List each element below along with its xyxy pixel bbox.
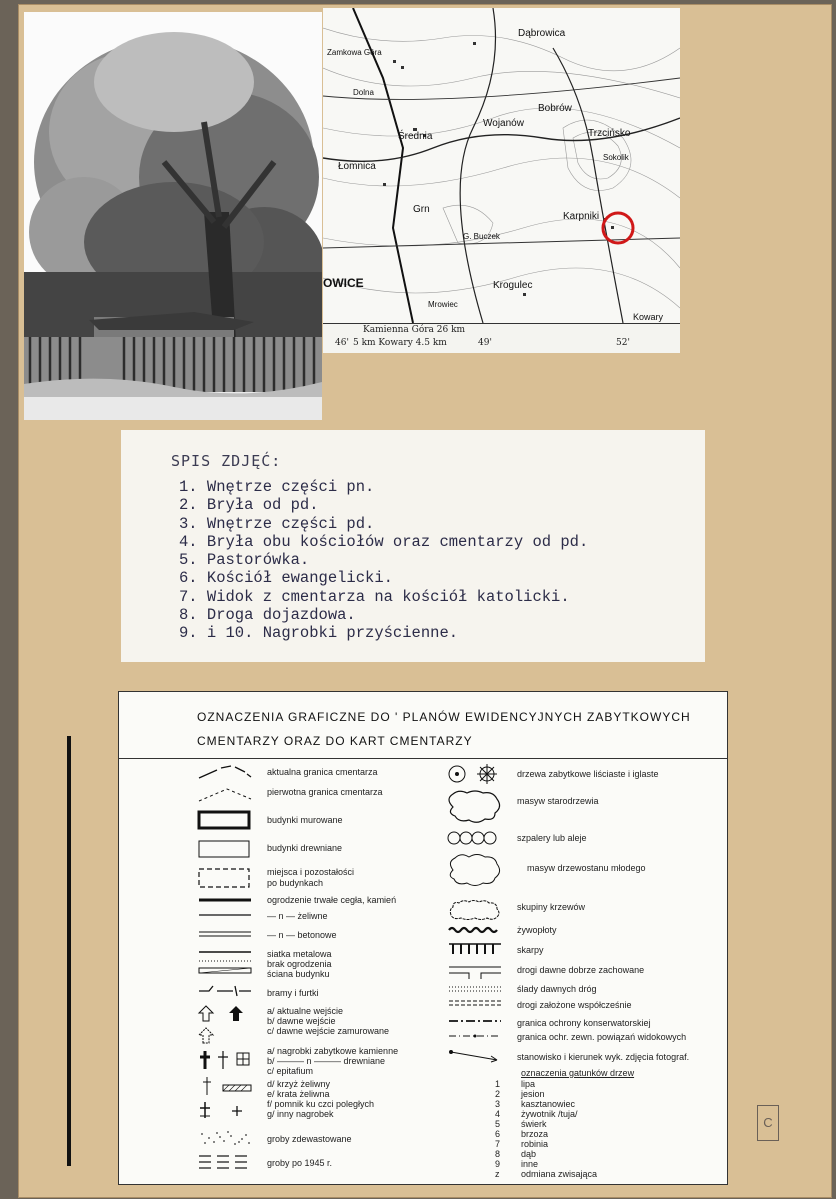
map-label: Mrowiec: [428, 300, 458, 309]
legend-text: masyw starodrzewia: [517, 796, 599, 806]
species-number: 6: [495, 1129, 501, 1139]
divider: [119, 758, 727, 759]
escarpment-symbol: [447, 942, 503, 956]
list-item: 8. Droga dojazdowa.: [179, 606, 356, 625]
legend-text: a/ aktualne wejście: [267, 1006, 344, 1016]
legend-text: budynki murowane: [267, 815, 343, 825]
shrubs-symbol: [447, 897, 503, 921]
current-boundary-symbol: [197, 764, 253, 780]
conservation-boundary-symbol: [447, 1017, 503, 1025]
species-name: inne: [521, 1159, 539, 1169]
historic-trees-symbol: [447, 764, 503, 784]
tick-label: 46': [335, 338, 349, 348]
legend-text: żywopłoty: [517, 925, 557, 935]
legend-text: stanowisko i kierunek wyk. zdjęcia fotograf.: [517, 1052, 690, 1062]
species-name: brzoza: [521, 1129, 549, 1139]
legend-text: c/ dawne wejście zamurowane: [267, 1026, 390, 1036]
tick-label: 49': [478, 338, 492, 348]
species-number: 4: [495, 1109, 501, 1119]
building-remains-symbol: [197, 866, 253, 890]
list-item: 7. Widok z cmentarza na kościół katolicki.: [179, 587, 570, 606]
legend-text: ślady dawnych dróg: [517, 984, 597, 994]
map-label: OWICE: [323, 276, 364, 290]
legend-text: b/ dawne wejście: [267, 1016, 336, 1026]
iron-fence-symbol: [197, 910, 253, 920]
legend-text: e/ krata żeliwna: [267, 1089, 330, 1099]
view-boundary-symbol: [447, 1032, 503, 1040]
map-label: Grn: [413, 204, 430, 215]
photo-list: [179, 478, 588, 643]
legend-text: po budynkach: [267, 878, 324, 888]
legend-text: aktualna granica cmentarza: [267, 767, 378, 777]
post-1945-graves-symbol: [197, 1153, 253, 1173]
scale-text: 5 km Kowary 4.5 km: [353, 338, 447, 348]
legend-text: b/ ——— n ——— drewniane: [267, 1056, 386, 1066]
map-label: Łomnica: [338, 161, 376, 172]
species-number: z: [495, 1169, 500, 1179]
legend-text: bramy i furtki: [267, 988, 319, 998]
topographic-map: [323, 8, 680, 353]
tree-photograph: [24, 12, 322, 420]
species-number: 9: [495, 1159, 501, 1169]
photo-list-sheet: [121, 430, 705, 662]
species-number: 2: [495, 1089, 501, 1099]
legend-text: groby zdewastowane: [267, 1134, 352, 1144]
stamp-letter: C: [757, 1105, 779, 1141]
map-label: Zamkowa Góra: [327, 48, 382, 57]
species-name: jesion: [521, 1089, 545, 1099]
young-stand-symbol: [445, 852, 503, 888]
hedge-symbol: [447, 926, 503, 934]
map-label: Karpniki: [563, 211, 600, 222]
species-name: lipa: [521, 1079, 536, 1089]
masonry-building-symbol: [197, 809, 253, 831]
species-number: 8: [495, 1149, 501, 1159]
devastated-graves-symbol: [197, 1130, 253, 1146]
legend-sheet: [118, 691, 728, 1185]
old-road-symbol: [447, 964, 503, 980]
species-name: żywotnik /tuja/: [521, 1109, 578, 1119]
photo-position-symbol: [447, 1048, 503, 1064]
legend-text: brak ogrodzenia: [267, 959, 332, 969]
map-label: Trzcińsko: [588, 128, 631, 139]
modern-road-symbol: [447, 998, 503, 1008]
map-scale-bar: [323, 323, 680, 353]
map-label: Sokolik: [603, 153, 629, 162]
concrete-fence-symbol: [197, 929, 253, 939]
legend-text: szpalery lub aleje: [517, 833, 587, 843]
legend-text: masyw drzewostanu młodego: [527, 863, 646, 873]
list-item: 2. Bryła od pd.: [179, 496, 319, 515]
legend-text: ściana budynku: [267, 969, 330, 979]
legend-text: budynki drewniane: [267, 843, 343, 853]
map-label: Wojanów: [483, 118, 524, 129]
legend-text: drogi dawne dobrze zachowane: [517, 965, 645, 975]
old-stand-symbol: [445, 789, 503, 825]
wooden-building-symbol: [197, 838, 253, 860]
legend-text: siatka metalowa: [267, 949, 332, 959]
legend-text: — n — żeliwne: [267, 911, 328, 921]
legend-text: d/ krzyż żeliwny: [267, 1079, 331, 1089]
legend-text: skarpy: [517, 945, 544, 955]
map-label: Krogulec: [493, 280, 533, 291]
map-label: Dolna: [353, 88, 374, 97]
species-number: 7: [495, 1139, 501, 1149]
road-traces-symbol: [447, 984, 503, 994]
black-strip: [67, 736, 71, 1166]
gate-symbol: [197, 984, 253, 998]
species-name: dąb: [521, 1149, 537, 1159]
legend-text: ogrodzenie trwałe cegła, kamień: [267, 895, 397, 905]
legend-text: pierwotna granica cmentarza: [267, 787, 383, 797]
legend-text: skupiny krzewów: [517, 902, 586, 912]
legend-text: groby po 1945 r.: [267, 1158, 333, 1168]
map-label: G. Buczek: [463, 232, 500, 241]
list-item: 1. Wnętrze części pn.: [179, 478, 375, 496]
scale-text: Kamienna Góra 26 km: [363, 325, 466, 335]
legend-text: g/ inny nagrobek: [267, 1109, 334, 1119]
legend-subtitle: CMENTARZY ORAZ DO KART CMENTARZY: [197, 734, 473, 748]
legend-text: — n — betonowe: [267, 930, 337, 940]
map-label: Kowary: [633, 312, 664, 322]
legend-text: miejsca i pozostałości: [267, 867, 355, 877]
species-number: 1: [495, 1079, 501, 1089]
photo-list-heading: SPIS ZDJĘĆ:: [171, 452, 282, 470]
species-name: robinia: [521, 1139, 549, 1149]
legend-text: granica ochrony konserwatorskiej: [517, 1018, 651, 1028]
legend-text: drogi założone współcześnie: [517, 1000, 632, 1010]
legend-title: OZNACZENIA GRAFICZNE DO ' PLANÓW EWIDENCYJNYCH ZABYTKOWYCH: [197, 710, 691, 724]
list-item: 5. Pastorówka.: [179, 551, 310, 570]
species-heading: oznaczenia gatunków drzew: [521, 1068, 635, 1078]
legend-text: a/ nagrobki zabytkowe kamienne: [267, 1046, 399, 1056]
avenue-symbol: [447, 830, 503, 846]
species-number: 5: [495, 1119, 501, 1129]
legend-text: f/ pomnik ku czci poległych: [267, 1099, 375, 1109]
species-number: 3: [495, 1099, 501, 1109]
legend-text: c/ epitafium: [267, 1066, 314, 1076]
permanent-fence-symbol: [197, 895, 253, 905]
map-label: Dąbrowica: [518, 28, 566, 39]
entrance-symbols: [197, 1005, 253, 1047]
legend-text: granica ochr. zewn. powiązań widokowych: [517, 1032, 687, 1042]
list-item: 6. Kościół ewangelicki.: [179, 569, 393, 588]
list-item: 9. i 10. Nagrobki przyścienne.: [179, 624, 459, 643]
species-name: odmiana zwisająca: [521, 1169, 598, 1179]
species-name: świerk: [521, 1119, 547, 1129]
map-label: Bobrów: [538, 103, 572, 114]
list-item: 4. Bryła obu kościołów oraz cmentarzy od pd.: [179, 532, 589, 551]
map-label: Średnia: [398, 131, 433, 142]
legend-text: drzewa zabytkowe liściaste i iglaste: [517, 769, 659, 779]
original-boundary-symbol: [197, 787, 253, 803]
list-item: 3. Wnętrze części pd.: [179, 514, 375, 533]
species-name: kasztanowiec: [521, 1099, 576, 1109]
memorial-symbols: [197, 1100, 255, 1120]
fence-variants-symbol: [197, 949, 253, 977]
tick-label: 52': [616, 338, 630, 348]
